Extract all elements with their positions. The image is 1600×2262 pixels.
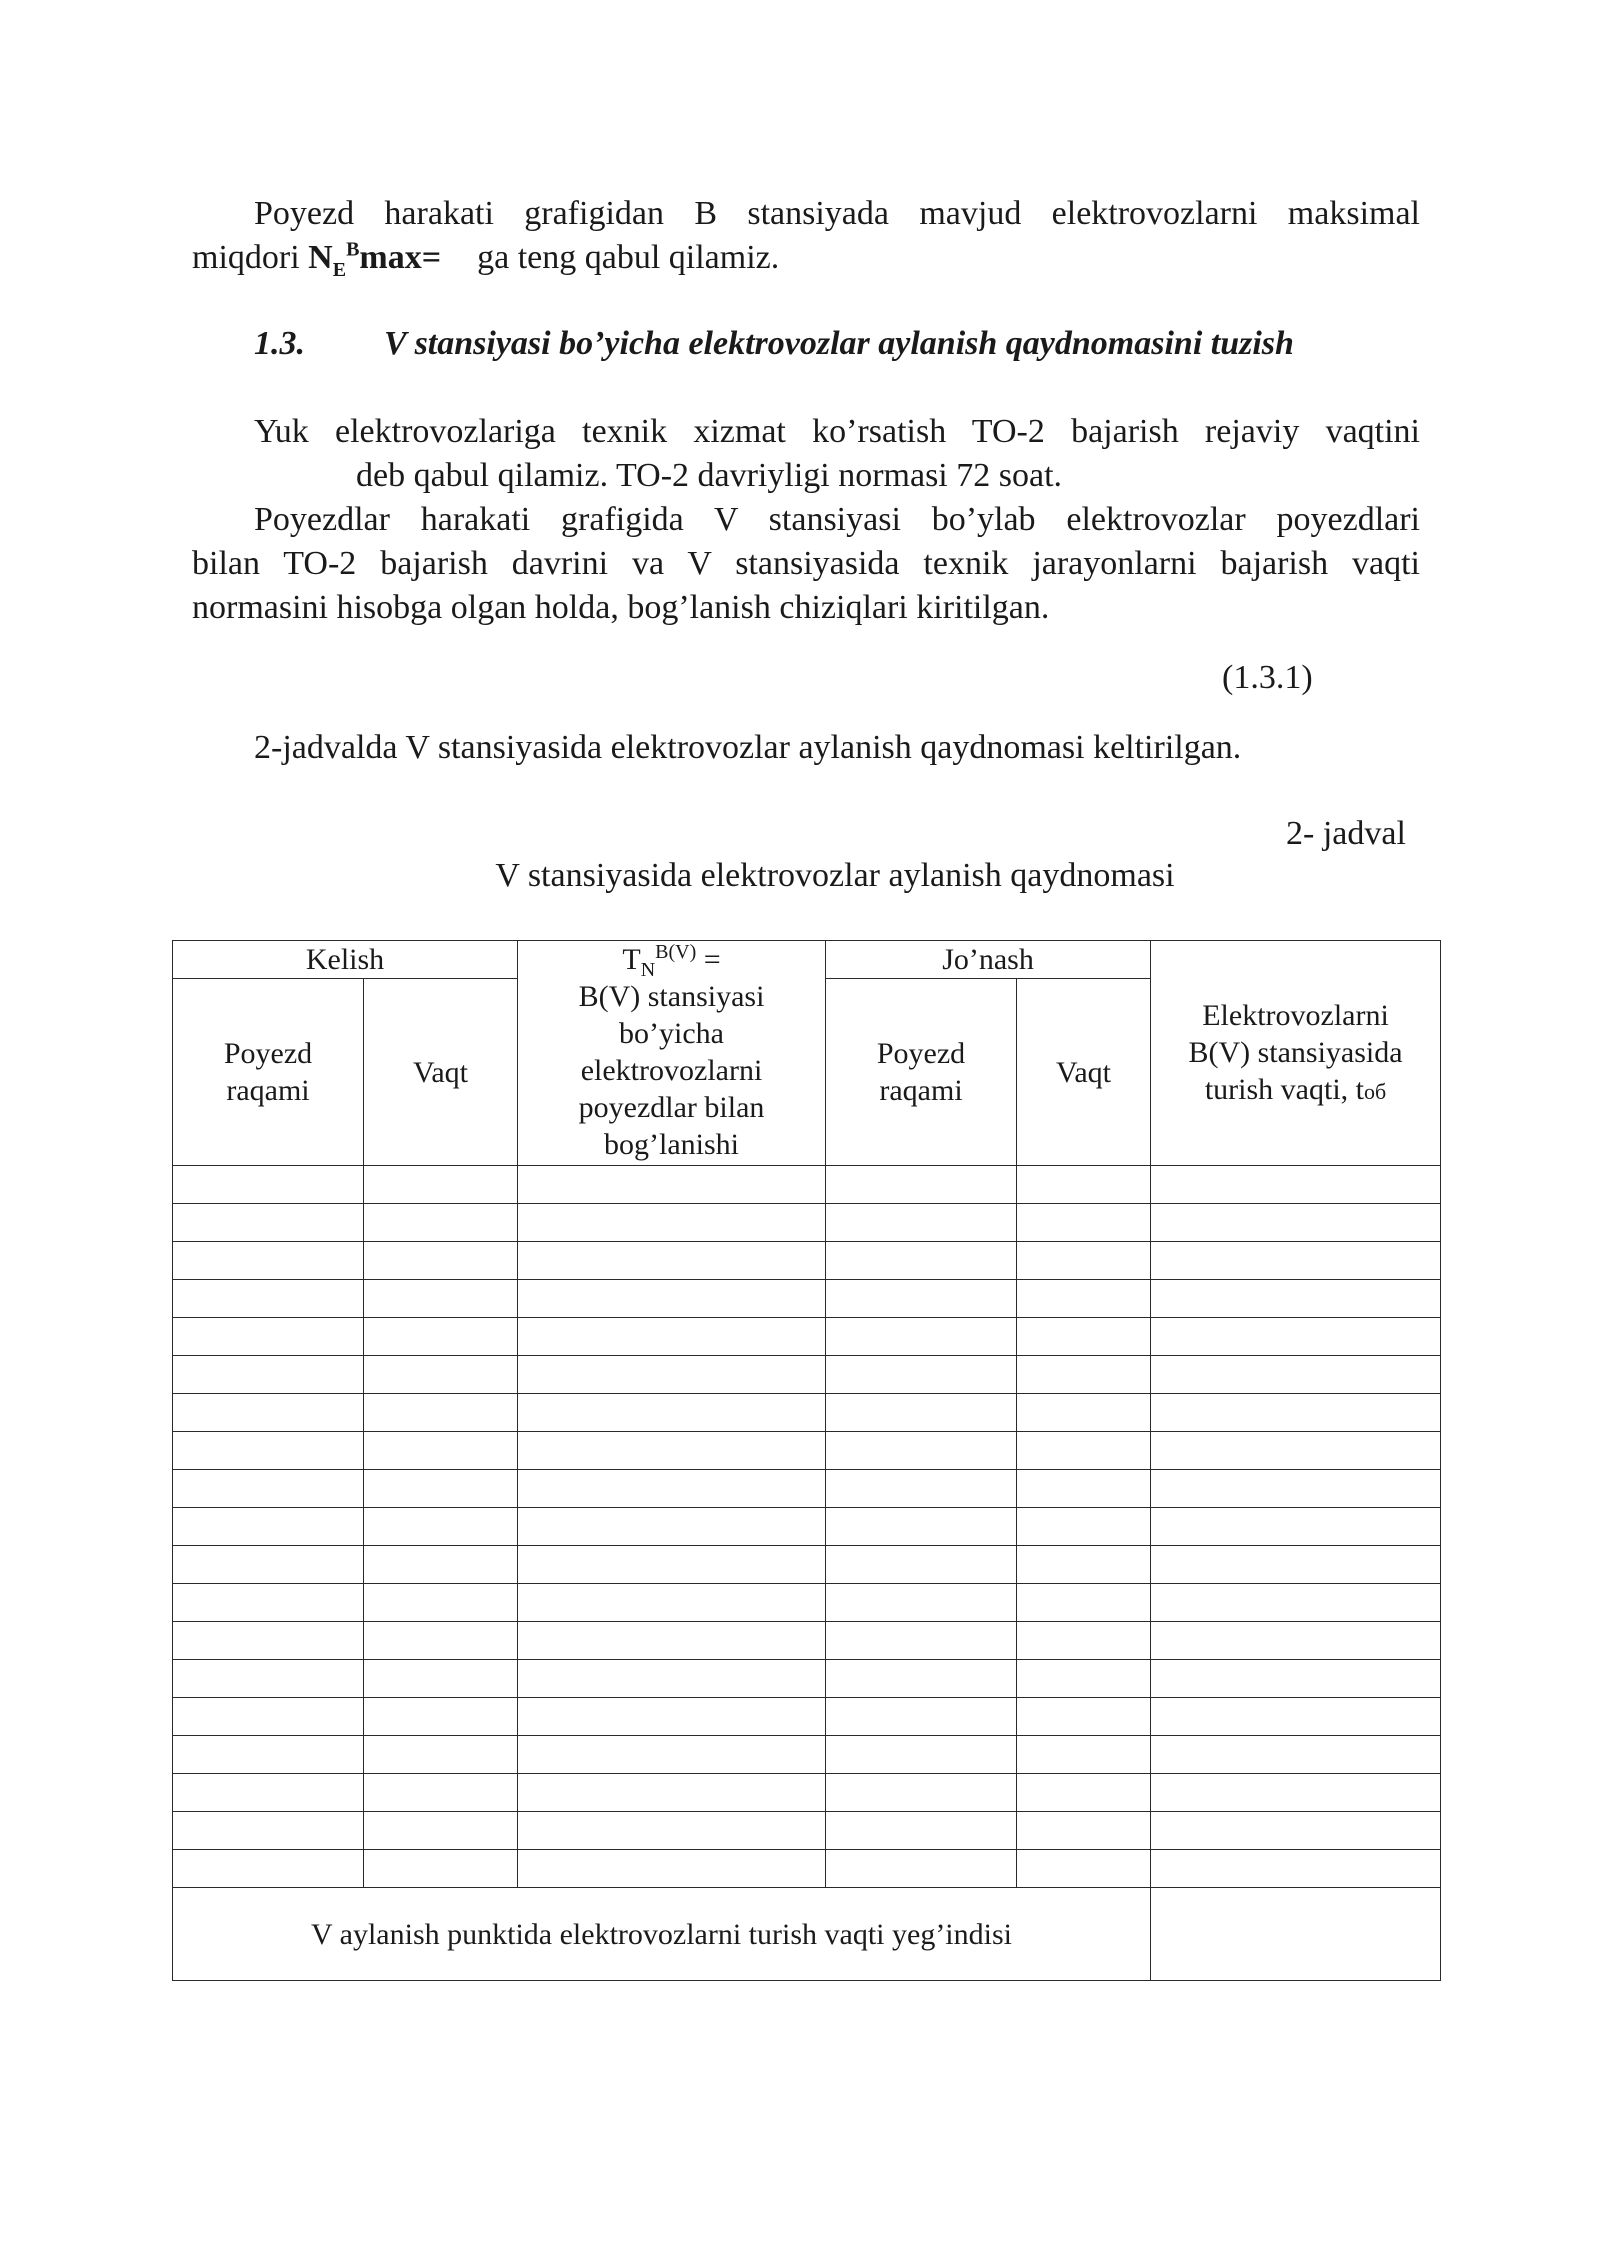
total-dwell-value (1151, 1888, 1441, 1981)
table-cell (518, 1584, 826, 1622)
table-row (173, 1204, 1441, 1242)
table-row (173, 1318, 1441, 1356)
table-cell (1017, 1280, 1151, 1318)
table-cell (364, 1698, 518, 1736)
table-cell (1017, 1698, 1151, 1736)
table-cell (518, 1432, 826, 1470)
para2-line-3: normasini hisobga olgan holda, bog’lanish chiziqlari kiritilgan. (192, 589, 1050, 626)
table-cell (518, 1812, 826, 1850)
table-cell (173, 1204, 364, 1242)
table-cell (1017, 1432, 1151, 1470)
table-cell (364, 1280, 518, 1318)
table-caption: V stansiyasida elektrovozlar aylanish qaydnomasi (495, 857, 1175, 894)
table-cell (1151, 1280, 1441, 1318)
para2-line-1: Poyezdlar harakati grafigida V stansiyasi bo’ylab elektrovozlar poyezdlari (254, 501, 1420, 538)
intro-line-1: Poyezd harakati grafigidan B stansiyada mavjud elektrovozlarni maksimal (254, 195, 1420, 232)
table-cell (826, 1622, 1017, 1660)
table-row (173, 1242, 1441, 1280)
table-cell (826, 1356, 1017, 1394)
table-cell (173, 1508, 364, 1546)
table-cell (1151, 1432, 1441, 1470)
table-cell (173, 1850, 364, 1888)
departure-header: Jo’nash (826, 941, 1151, 979)
table-row (173, 1584, 1441, 1622)
table-cell (364, 1204, 518, 1242)
table-cell (364, 1356, 518, 1394)
table-cell (364, 1546, 518, 1584)
table-cell (1151, 1546, 1441, 1584)
table-cell (1017, 1584, 1151, 1622)
table-cell (364, 1432, 518, 1470)
table-cell (826, 1318, 1017, 1356)
table-row (173, 1850, 1441, 1888)
table-cell (518, 1166, 826, 1204)
table-cell (173, 1280, 364, 1318)
arrival-time-header: Vaqt (364, 979, 518, 1166)
table-cell (518, 1774, 826, 1812)
section-title: V stansiyasi bo’yicha elektrovozlar aylanish qaydnomasini tuzish (384, 325, 1294, 362)
table-cell (826, 1698, 1017, 1736)
table-cell (173, 1166, 364, 1204)
equation-number: (1.3.1) (1222, 659, 1313, 696)
table-cell (1151, 1242, 1441, 1280)
link-formula: $T_N^{B(V)}$ = (622, 941, 721, 981)
table-cell (364, 1736, 518, 1774)
table-cell (1017, 1204, 1151, 1242)
table-cell (1017, 1356, 1151, 1394)
table-cell (173, 1432, 364, 1470)
table-cell (173, 1470, 364, 1508)
table-row (173, 1394, 1441, 1432)
table-cell (826, 1812, 1017, 1850)
table-cell (518, 1508, 826, 1546)
table-cell (518, 1622, 826, 1660)
total-dwell-footer: V aylanish punktida elektrovozlarni turish vaqti yeg’indisi (173, 1888, 1151, 1981)
table-cell (826, 1546, 1017, 1584)
table-row (173, 1736, 1441, 1774)
locomotive-turnover-table (172, 940, 1441, 1981)
table-cell (173, 1660, 364, 1698)
table-row (173, 1432, 1441, 1470)
table-cell (173, 1774, 364, 1812)
table-cell (1151, 1166, 1441, 1204)
table-cell (518, 1318, 826, 1356)
table-cell (1017, 1394, 1151, 1432)
table-row (173, 1622, 1441, 1660)
table-cell (826, 1584, 1017, 1622)
arrival-header: Kelish (173, 941, 518, 979)
table-cell (173, 1394, 364, 1432)
table-cell (1151, 1394, 1441, 1432)
table-cell (518, 1280, 826, 1318)
table-row (173, 1280, 1441, 1318)
link-header: $T_N^{B(V)}$ = B(V) stansiyasi bo’yicha elektrovozlarni poyezdlar bilan bog’lanishi (518, 941, 826, 1166)
table-cell (364, 1242, 518, 1280)
table-cell (173, 1242, 364, 1280)
table-cell (173, 1318, 364, 1356)
section-number: 1.3. (254, 325, 305, 362)
table-cell (1151, 1622, 1441, 1660)
table-cell (1151, 1660, 1441, 1698)
table-cell (364, 1850, 518, 1888)
table-cell (518, 1204, 826, 1242)
table-cell (1017, 1242, 1151, 1280)
table-cell (518, 1850, 826, 1888)
table-row (173, 1774, 1441, 1812)
intro-line-2 (192, 236, 1420, 280)
table-cell (1151, 1736, 1441, 1774)
para2-line-2: bilan TO-2 bajarish davrini va V stansiyasida texnik jarayonlarni bajarish vaqti (192, 545, 1420, 582)
table-cell (1017, 1470, 1151, 1508)
table-cell (1017, 1508, 1151, 1546)
table-cell (826, 1508, 1017, 1546)
table-cell (518, 1736, 826, 1774)
intro-suffix: ga teng qabul qilamiz. (477, 239, 780, 276)
table-cell (1151, 1698, 1441, 1736)
table-cell (364, 1394, 518, 1432)
table-cell (518, 1470, 826, 1508)
table-row (173, 1356, 1441, 1394)
table-cell (1151, 1470, 1441, 1508)
table-cell (1017, 1812, 1151, 1850)
table-cell (518, 1242, 826, 1280)
table-cell (173, 1698, 364, 1736)
table-cell (826, 1166, 1017, 1204)
table-row (173, 1660, 1441, 1698)
table-cell (826, 1432, 1017, 1470)
intro-prefix: miqdori (192, 239, 309, 276)
table-cell (364, 1660, 518, 1698)
table-cell (518, 1394, 826, 1432)
table-cell (826, 1736, 1017, 1774)
table-cell (1151, 1850, 1441, 1888)
table-cell (826, 1850, 1017, 1888)
table-row (173, 1508, 1441, 1546)
table-cell (1017, 1318, 1151, 1356)
table-reference-text: 2-jadvalda V stansiyasida elektrovozlar aylanish qaydnomasi keltirilgan. (254, 729, 1242, 766)
table-cell (826, 1394, 1017, 1432)
table-cell (518, 1546, 826, 1584)
table-row (173, 1166, 1441, 1204)
nb-max-formula: $N_E^B\max=$ (308, 238, 442, 281)
table-cell (364, 1470, 518, 1508)
table-cell (364, 1508, 518, 1546)
table-cell (518, 1698, 826, 1736)
table-row (173, 1698, 1441, 1736)
table-cell (173, 1546, 364, 1584)
table-cell (173, 1736, 364, 1774)
table-cell (826, 1470, 1017, 1508)
table-cell (1151, 1318, 1441, 1356)
table-cell (364, 1584, 518, 1622)
table-cell (1017, 1850, 1151, 1888)
arrival-train-number-header: Poyezd raqami (173, 979, 364, 1166)
table-cell (364, 1774, 518, 1812)
table-cell (518, 1660, 826, 1698)
table-row (173, 1546, 1441, 1584)
table-cell (1151, 1584, 1441, 1622)
para1-line-1: Yuk elektrovozlariga texnik xizmat ko’rsatish TO-2 bajarish rejaviy vaqtini (254, 413, 1420, 450)
table-cell (826, 1204, 1017, 1242)
table-cell (826, 1242, 1017, 1280)
table-row (173, 1470, 1441, 1508)
table-cell (364, 1622, 518, 1660)
table-cell (1017, 1546, 1151, 1584)
table-cell (364, 1166, 518, 1204)
table-cell (826, 1774, 1017, 1812)
table-cell (173, 1812, 364, 1850)
table-cell (1151, 1204, 1441, 1242)
table-label: 2- jadval (1286, 815, 1406, 852)
departure-time-header: Vaqt (1017, 979, 1151, 1166)
table-cell (1017, 1166, 1151, 1204)
para1-line-2: deb qabul qilamiz. TO-2 davriyligi normasi 72 soat. (356, 457, 1063, 494)
table-cell (173, 1356, 364, 1394)
table-cell (1017, 1774, 1151, 1812)
table-cell (173, 1622, 364, 1660)
table-cell (518, 1356, 826, 1394)
table-cell (1017, 1736, 1151, 1774)
table-cell (1151, 1356, 1441, 1394)
dwell-time-header: Elektrovozlarni B(V) stansiyasida turish vaqti, tоб (1151, 941, 1441, 1166)
table-cell (1017, 1622, 1151, 1660)
table-cell (364, 1812, 518, 1850)
departure-train-number-header: Poyezd raqami (826, 979, 1017, 1166)
table-cell (1017, 1660, 1151, 1698)
table-cell (826, 1660, 1017, 1698)
table-cell (364, 1318, 518, 1356)
table-cell (1151, 1774, 1441, 1812)
table-cell (1151, 1508, 1441, 1546)
table-cell (826, 1280, 1017, 1318)
table-cell (1151, 1812, 1441, 1850)
table-row (173, 1812, 1441, 1850)
table-cell (173, 1584, 364, 1622)
